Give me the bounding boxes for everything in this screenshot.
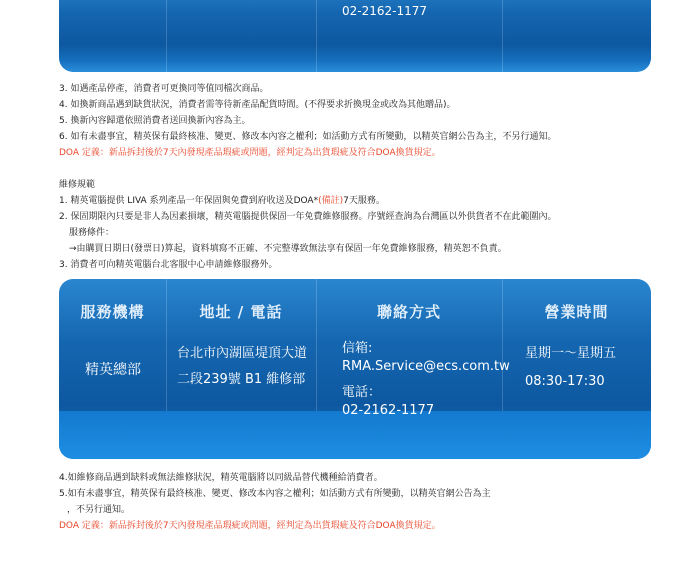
exchange-notes: [59, 81, 556, 161]
top-phone-number: 02-2162-1177: [342, 4, 428, 18]
doa-definition: DOA 定義：新品拆封後於7天內發現產品瑕疵或問題，經判定為出貨瑕疵及符合DOA換貨規定。: [59, 148, 441, 158]
service-info-panel: [59, 279, 651, 459]
panel-column-divider: [59, 0, 167, 72]
phone-number: 02-2162-1177: [342, 403, 435, 418]
header-service-org: 服務機構: [80, 303, 145, 321]
note-line: 5.如有未盡事宜，精英保有最終核准、變更、修改本內容之權利；如活動方式有所變動，以精英官網公告為主: [59, 489, 491, 499]
warranty-item-3: 3. 消費者可向精英電腦台北客服中心申請維修服務外。: [59, 260, 278, 270]
header-hours: 營業時間: [544, 303, 609, 321]
note-line: 6. 如有未盡事宜，精英保有最終核准、變更、修改本內容之權利；如活動方式有所變動，以精英官網公告為主，不另行通知。: [59, 132, 557, 142]
service-conditions: →由購買日期日(發票日)算起，資料填寫不正確、不完整導致無法享有保固一年免費維修服務，精英恕不負責。: [69, 244, 507, 254]
repair-notes: [59, 470, 491, 534]
address-line-2: 二段239號 B1 維修部: [177, 372, 306, 387]
warranty-item-1-suffix: 7天服務。: [343, 196, 385, 206]
top-service-panel: [59, 0, 651, 72]
note-line: 5. 換新內容歸還依照消費者送回換新內容為主。: [59, 116, 251, 126]
warranty-title: 維修規範: [59, 180, 96, 190]
org-name: 精英總部: [85, 362, 141, 378]
header-contact: 聯絡方式: [376, 303, 441, 321]
warranty-item-1: [59, 193, 556, 209]
note-line: 4.如維修商品遇到缺料或無法維修狀況，精英電腦將以同級品替代機種給消費者。: [59, 473, 383, 483]
email-label: 信箱:: [342, 341, 373, 356]
doa-definition: DOA 定義：新品拆封後於7天內發現產品瑕疵或問題，經判定為出貨瑕疵及符合DOA換貨規定。: [59, 521, 441, 531]
warranty-item-2: 2. 保固期限內只要是非人為因素損壞，精英電腦提供保固一年免費維修服務。序號經查詢為台灣區以外供貨者不在此範圍內。: [59, 212, 557, 222]
panel-column-divider: [166, 0, 317, 72]
panel-column-divider: [59, 279, 167, 411]
warranty-note-link: (備註): [318, 196, 344, 206]
note-line: 4. 如換新商品遇到缺貨狀況，消費者需等待新產品配貨時間。(不得要求折換現金或改為其他贈品)。: [59, 100, 456, 110]
note-line: ，不另行通知。: [67, 505, 131, 515]
hours-days: 星期一～星期五: [525, 346, 617, 361]
warranty-item-1-text: 1. 精英電腦提供 LIVA 系列產品一年保固與免費到府收送及DOA*: [59, 196, 319, 206]
service-conditions-label: 服務條件：: [69, 228, 115, 238]
header-address-phone: 地址 / 電話: [199, 303, 283, 321]
note-line: 3. 如遇產品停產，消費者可更換同等值同檔次商品。: [59, 84, 269, 94]
phone-label: 電話：: [342, 385, 382, 400]
warranty-section: [59, 177, 556, 273]
address-line-1: 台北市內湖區堤頂大道: [177, 346, 308, 361]
hours-time: 08:30-17:30: [525, 374, 605, 389]
email-address[interactable]: RMA.Service@ecs.com.tw: [342, 359, 510, 374]
